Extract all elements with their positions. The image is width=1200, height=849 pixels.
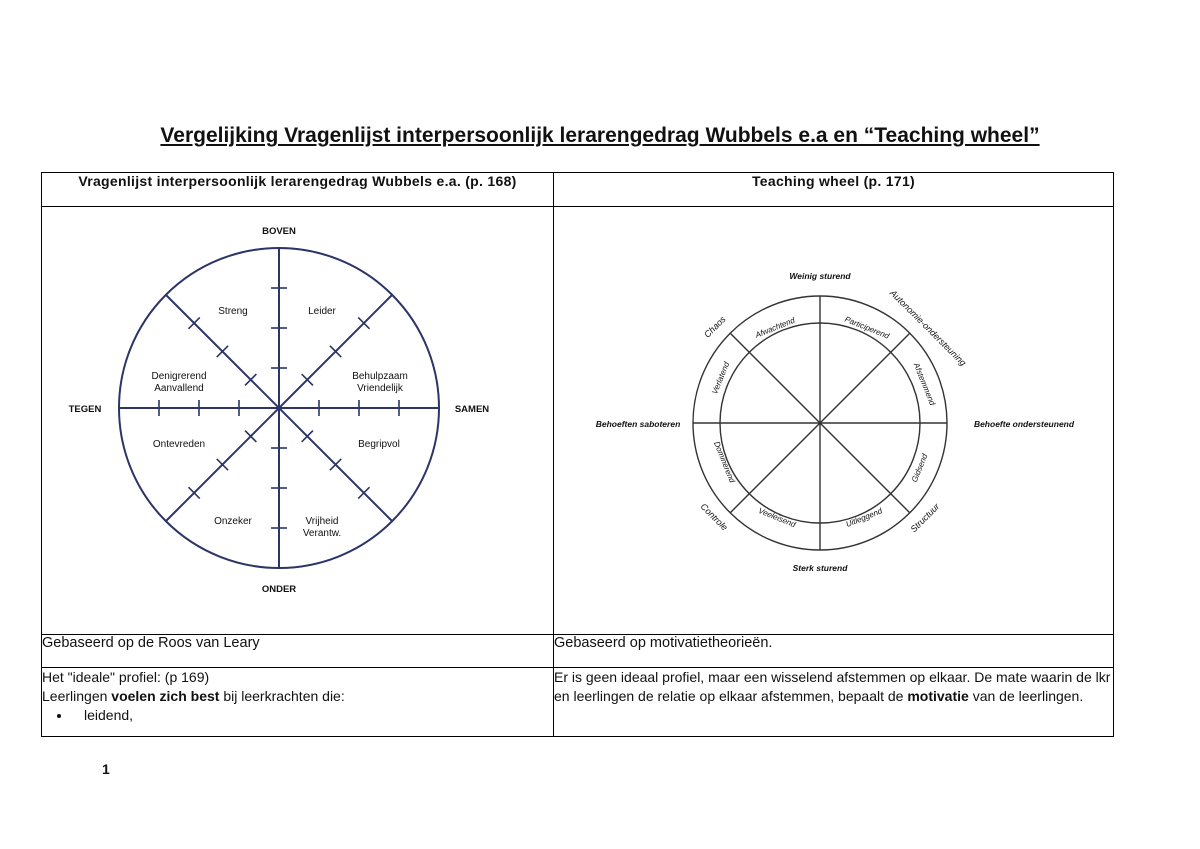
leary-sector-vriendelijk: Vriendelijk [357,383,403,394]
left-ideal-line2-pre: Leerlingen [42,688,112,704]
wheel-outer-structuur: Structuur [908,501,942,535]
leary-figure-cell [42,207,554,635]
teaching-wheel-diagram [554,207,1112,629]
left-ideal-bullets [42,706,553,725]
leary-label-top: BOVEN [262,226,296,237]
left-ideal-line2 [42,687,553,706]
leary-sector-denigrerend: Denigrerend [151,371,207,382]
leary-sector-verantw: Verantw. [302,528,342,539]
wheel-inner-verlatend: Verlatend [710,360,732,396]
leary-sector-onzeker: Onzeker [214,516,252,527]
document-title: Vergelijking Vragenlijst interpersoonlijk lerarengedrag Wubbels e.a en “Teaching wheel” [160,124,1040,147]
wheel-label-left: Behoeften saboteren [595,419,681,429]
figure-row [42,207,1114,635]
page-number: 1 [102,761,110,777]
wheel-inner-dominerend: Dominerend [711,440,737,484]
wheel-label-bottom: Sterk sturend [792,563,848,573]
wheel-inner-veeleisend: Veeleisend [757,506,797,530]
left-header: Vragenlijst interpersoonlijk lerarengedrag Wubbels e.a. (p. 168) [42,173,554,207]
wheel-label-right: Behoefte ondersteunend [973,419,1075,429]
ideal-profile-row [42,668,1114,737]
right-basis: Gebaseerd op motivatietheorieën. [554,635,1114,668]
right-header: Teaching wheel (p. 171) [554,173,1114,207]
wheel-inner-uitleggend: Uitleggend [844,506,884,530]
wheel-inner-afwachtend: Afwachtend [753,315,797,340]
left-ideal-line2-bold: voelen zich best [111,688,220,704]
leary-label-right: SAMEN [454,404,490,415]
wheel-outer-controle: Controle [698,501,730,533]
leary-sector-ontevreden: Ontevreden [152,439,206,450]
leary-sector-behulpzaam: Behulpzaam [352,371,408,382]
basis-row [42,635,1114,668]
leary-rose-diagram [42,207,552,629]
right-ideal-bold: motivatie [907,688,969,704]
leary-sector-streng: Streng [218,306,248,317]
leary-label-bottom: ONDER [261,584,297,595]
header-row [42,173,1114,207]
wheel-outer-autonomie: Autonomie-ondersteuning [888,287,969,368]
comparison-table [41,172,1114,737]
right-ideal-pre: Er is geen ideaal profiel, maar een wisselend afstemmen op elkaar. De mate waarin de lkr en leerlingen de relatie op elkaar afstemmen, bepaalt de [554,669,1111,704]
wheel-figure-cell [554,207,1114,635]
leary-sector-leider: Leider [308,306,336,317]
left-basis: Gebaseerd op de Roos van Leary [42,635,554,668]
left-ideal-line2-post: bij leerkrachten die: [219,688,345,704]
right-ideal-post: van de leerlingen. [968,688,1084,704]
wheel-inner-afstemmend: Afstemmend [911,361,937,407]
leary-sector-vrijheid: Vrijheid [305,516,339,527]
wheel-inner-gidsend: Gidsend [909,452,930,484]
leary-label-left: TEGEN [68,404,102,415]
wheel-label-top: Weinig sturend [789,271,851,281]
wheel-outer-chaos: Chaos [702,314,728,340]
leary-sector-aanvallend: Aanvallend [154,383,204,394]
right-ideal-profile [554,668,1114,737]
left-ideal-bullet-1: • leidend, [72,706,553,725]
wheel-inner-participerend: Participerend [843,314,891,341]
left-ideal-profile [42,668,554,737]
left-ideal-line1: Het "ideale" profiel: (p 169) [42,669,210,685]
leary-sector-begripvol: Begripvol [358,439,400,450]
